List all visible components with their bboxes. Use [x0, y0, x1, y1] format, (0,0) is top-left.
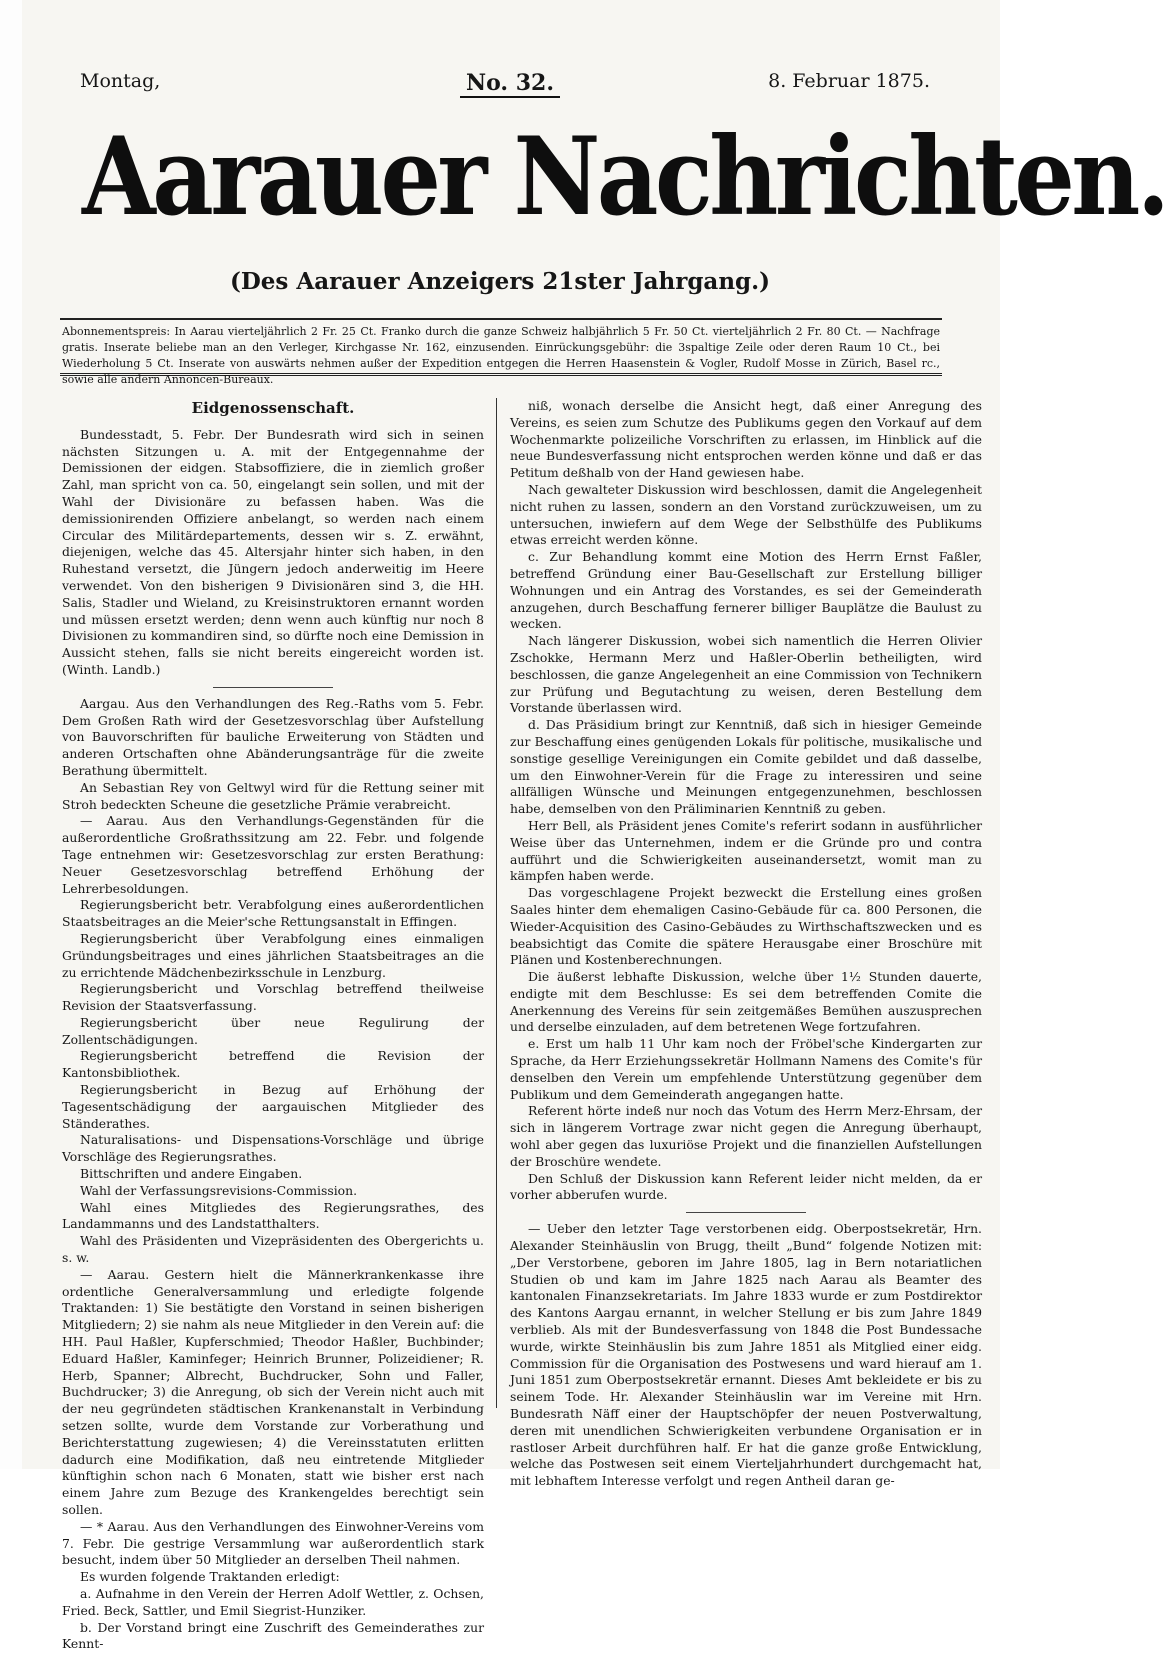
article-paragraph: Es wurden folgende Traktanden erledigt: [80, 1569, 340, 1585]
article-paragraph: — Aarau. Aus den Verhandlungs-Gegenständen für die außerordentliche Großrathssitzung am 22. Febr. und folgende Tage entnehmen wir: Gesetzesvorschlag zur ersten Berathung: Neuer Gesetzesvorschlag betreffend Erhöhung der Lehrerbesoldungen. [62, 813, 484, 896]
page-binding-edge [0, 0, 24, 1469]
newspaper-title: Aarauer Nachrichten. [82, 114, 1166, 240]
article-paragraph: e. Erst um halb 11 Uhr kam noch der Fröbel'sche Kindergarten zur Sprache, da Herr Erziehungssekretär Hollmann Namens des Comite's für denselben den Verein um empfehlende Unterstützung gegenüber dem Publikum und dem Gemeinderath angegangen hatte. [510, 1036, 982, 1102]
article-columns [62, 398, 982, 1652]
article-paragraph: Aargau. Aus den Verhandlungen des Reg.-Raths vom 5. Febr. Dem Großen Rath wird der Gesetzesvorschlag über Aufstellung von Bauvorschriften für bauliche Erweiterung von Städten und anderen Ortschaften ohne Abänderungsanträge für die zweite Berathung übermittelt. [62, 695, 484, 778]
article-paragraph: Das vorgeschlagene Projekt bezweckt die Erstellung eines großen Saales hinter dem ehemaligen Casino-Gebäude für ca. 800 Personen, die Wieder-Acquisition des Casino-Gebäudes zu Wirthschaftszwecken und es beabsichtigt das Comite die spätere Herausgabe einer Broschüre mit Plänen und Kostenberechnungen. [510, 885, 982, 968]
article-paragraph: Den Schluß der Diskussion kann Referent leider nicht melden, da er vorher abberufen wurde. [510, 1170, 982, 1203]
weekday: Montag, [80, 70, 161, 92]
article-paragraph: Herr Bell, als Präsident jenes Comite's referirt sodann in ausführlicher Weise über das Unternehmen, indem er die Gründe pro und contra aufführt und die Schwierigkeiten auseinandersetzt, womit man zu kämpfen haben werde. [510, 817, 982, 884]
article-paragraph: d. Das Präsidium bringt zur Kenntniß, daß sich in hiesiger Gemeinde zur Beschaffung eines genügenden Lokals für politische, musikalische und sonstige gesellige Vereinigungen ein Comite gebildet und daß dasselbe, um den Einwohner-Verein für die Frage zu interessiren und seine allfälligen Wünsche und Meinungen entgegenzunehmen, beschlossen habe, demselben von den Präliminarien Kenntniß zu geben. [510, 717, 982, 817]
article-paragraph: Wahl des Präsidenten und Vizepräsidenten des Obergerichts u. s. w. [62, 1233, 484, 1266]
article-paragraph: Bittschriften und andere Eingaben. [80, 1166, 303, 1182]
separator [686, 1212, 806, 1213]
article-paragraph: niß, wonach derselbe die Ansicht hegt, daß einer Anregung des Vereins, es seien zum Schutze des Publikums gegen den Vorkauf auf dem Wochenmarkte polizeiliche Vorschriften zu erlassen, im Hinblick auf die neue Bundesverfassung nicht entsprochen werden könne und daß er das Petitum deßhalb von der Hand gewiesen habe. [510, 398, 982, 481]
article-paragraph: Wahl der Verfassungsrevisions-Commission. [80, 1182, 358, 1198]
article-paragraph: — Ueber den letzter Tage verstorbenen eidg. Oberpostsekretär, Hrn. Alexander Steinhäuslin von Brugg, theilt „Bund“ folgende Notizen mit: „Der Verstorbene, geboren im Jahre 1805, lag in Bern notariatlichen Studien ob und kam im Jahre 1825 nach Aarau als Beamter des kantonalen Finanzsekretariats. Im Jahre 1833 wurde er zum Postdirektor des Kantons Aargau ernannt, in welcher Stellung er bis zum Jahre 1849 verblieb. Als mit der Bundesverfassung von 1848 die Post Bundessache wurde, wirkte Steinhäuslin bis zum Jahre 1851 als Mitglied einer eidg. Commission für die Organisation des Postwesens und ward hierauf am 1. Juni 1851 zum Oberpostsekretär ernannt. Dieses Amt bekleidete er bis zu seinem Tode. Hr. Alexander Steinhäuslin war im Vereine mit Hrn. Bundesrath Näff einer der Hauptschöpfer der neuen Postverwaltung, deren mit unendlichen Schwierigkeiten verbundene Organisation er in rastloser Arbeit durchführen half. Er hat die ganze große Entwicklung, welche das Postwesen seit einem Vierteljahrhundert durchgemacht hat, mit lebhaftem Interesse verfolgt und regen Antheil daran ge- [510, 1221, 982, 1489]
article-paragraph: b. Der Vorstand bringt eine Zuschrift des Gemeinderathes zur Kennt- [62, 1619, 484, 1652]
column-divider [496, 398, 497, 1408]
subscription-info: Abonnementspreis: In Aarau vierteljährlich 2 Fr. 25 Ct. Franko durch die ganze Schweiz halbjährlich 5 Fr. 50 Ct. vierteljährlich 2 Fr. 80 Ct. — Nachfrage gratis. Inserate beliebe man an den Verleger, Kirchgasse Nr. 162, einzusenden. Einrückungsgebühr: die 3spaltige Zeile oder deren Raum 10 Ct., bei Wiederholung 5 Ct. Inserate von auswärts nehmen außer der Expedition entgegen die Herren Haasenstein & Vogler, Rudolf Mosse in Zürich, Basel rc., sowie alle andern Annoncen-Bureaux. [60, 318, 942, 376]
left-column [62, 398, 484, 1652]
article-paragraph: c. Zur Behandlung kommt eine Motion des Herrn Ernst Faßler, betreffend Gründung einer Bau-Gesellschaft zur Erstellung billiger Wohnungen und ein Antrag des Vorstandes, es sei der Gemeinderath anzugehen, durch Beschaffung fernerer billiger Bauplätze die Baulust zu wecken. [510, 549, 982, 632]
article-paragraph: Regierungsbericht und Vorschlag betreffend theilweise Revision der Staatsverfassung. [62, 981, 484, 1014]
dateline [80, 70, 930, 110]
article-paragraph: Referent hörte indeß nur noch das Votum des Herrn Merz-Ehrsam, der sich in längerem Vortrage zwar nicht gegen die Anregung überhaupt, wohl aber gegen das luxuriöse Projekt und die finanziellen Aufstellungen der Broschüre wendete. [510, 1103, 982, 1169]
article-paragraph: Regierungsbericht in Bezug auf Erhöhung der Tagesentschädigung der aargauischen Mitglieder des Ständerathes. [62, 1082, 484, 1131]
separator [213, 687, 333, 688]
article-paragraph: Regierungsbericht über Verabfolgung eines einmaligen Gründungsbeitrages und eines jährlichen Staatsbeitrages an die zu errichtende Mädchenbezirksschule in Lenzburg. [62, 930, 484, 980]
article-paragraph: Regierungsbericht betr. Verabfolgung eines außerordentlichen Staatsbeitrages an die Meier'sche Rettungsanstalt in Effingen. [62, 897, 484, 930]
article-paragraph: Die äußerst lebhafte Diskussion, welche über 1½ Stunden dauerte, endigte mit dem Beschlusse: Es sei dem betreffenden Comite die Anerkennung des Vereins für sein zeitgemäßes Bemühen auszusprechen und derselbe einzuladen, auf dem betretenen Wege fortzufahren. [510, 969, 982, 1035]
article-paragraph: Naturalisations- und Dispensations-Vorschläge und übrige Vorschläge des Regierungsrathes. [62, 1132, 484, 1165]
section-title: Eidgenossenschaft. [191, 399, 355, 417]
article-paragraph: Nach längerer Diskussion, wobei sich namentlich die Herren Olivier Zschokke, Hermann Merz und Haßler-Oberlin betheiligten, wird beschlossen, die ganze Angelegenheit an eine Commission von Technikern zur Prüfung und Begutachtung zu weisen, deren Bestellung dem Vorstande überlassen wird. [510, 633, 982, 716]
article-paragraph: Wahl eines Mitgliedes des Regierungsrathes, des Landammanns und des Landstatthalters. [62, 1199, 484, 1232]
article-paragraph: Regierungsbericht über neue Regulirung der Zollentschädigungen. [62, 1014, 484, 1047]
article-paragraph: Nach gewalteter Diskussion wird beschlossen, damit die Angelegenheit nicht ruhen zu lassen, sondern an den Vorstand zurückzuweisen, um zu untersuchen, inwiefern auf dem Wege der Selbsthülfe des Publikums etwas erreicht werden könne. [510, 481, 982, 548]
issue-date: 8. Februar 1875. [768, 70, 930, 92]
newspaper-subtitle: (Des Aarauer Anzeigers 21ster Jahrgang.) [229, 268, 771, 295]
right-column [510, 398, 982, 1489]
issue-number: No. 32. [460, 70, 560, 98]
article-paragraph: a. Aufnahme in den Verein der Herren Adolf Wettler, z. Ochsen, Fried. Beck, Sattler, und Emil Siegrist-Hunziker. [62, 1585, 484, 1618]
article-paragraph: Regierungsbericht betreffend die Revision der Kantonsbibliothek. [62, 1048, 484, 1081]
article-paragraph: An Sebastian Rey von Geltwyl wird für die Rettung seiner mit Stroh bedeckten Scheune die gesetzliche Prämie verabreicht. [62, 779, 484, 812]
article-paragraph: — Aarau. Gestern hielt die Männerkrankenkasse ihre ordentliche Generalversammlung und erledigte folgende Traktanden: 1) Sie bestätigte den Vorstand in seinen bisherigen Mitgliedern; 2) sie nahm als neue Mitglieder in den Verein auf: die HH. Paul Haßler, Kupferschmied; Theodor Haßler, Buchbinder; Eduard Haßler, Kaminfeger; Heinrich Brunner, Polizeidiener; R. Herb, Spanner; Albrecht, Buchdrucker, Sohn und Faller, Buchdrucker; 3) die Anregung, ob sich der Verein nicht auch mit der neu gegründeten städtischen Krankenanstalt in Verbindung setzen sollte, wurde dem Vorstande zur Vorberathung und Berichterstattung zugewiesen; 4) die Vereinsstatuten erlitten dadurch eine Modifikation, daß neu eintretende Mitglieder künftighin schon nach 6 Monaten, statt wie bisher erst nach einem Jahre zum Bezuge des Krankengeldes berechtigt sein sollen. [62, 1266, 484, 1517]
article-paragraph: Bundesstadt, 5. Febr. Der Bundesrath wird sich in seinen nächsten Sitzungen u. A. mit der Entgegennahme der Demissionen der eidgen. Stabsoffiziere, die in ziemlich großer Zahl, man spricht von ca. 50, eingelangt sein sollen, und mit der Wahl der Divisionäre zu befassen haben. Was die demissionirenden Offiziere anbelangt, so werden nach einem Circular des Militärdepartements, dessen wir s. Z. erwähnt, diejenigen, welche das 45. Altersjahr hinter sich haben, in den Ruhestand versetzt, die Jüngern jedoch anderweitig im Heere verwendet. Von den bisherigen 9 Divisionären sind 3, die HH. Salis, Stadler und Wieland, zu Kreisinstruktoren ernannt worden und müssen ersetzt werden; denn wenn auch künftig nur noch 8 Divisionen zu kommandiren sind, so dürfte noch eine Demission in Aussicht stehen, falls sie nicht bereits eingereicht worden ist. (Winth. Landb.) [62, 426, 484, 677]
article-paragraph: — * Aarau. Aus den Verhandlungen des Einwohner-Vereins vom 7. Febr. Die gestrige Versammlung war außerordentlich stark besucht, indem über 50 Mitglieder an derselben Theil nahmen. [62, 1518, 484, 1568]
